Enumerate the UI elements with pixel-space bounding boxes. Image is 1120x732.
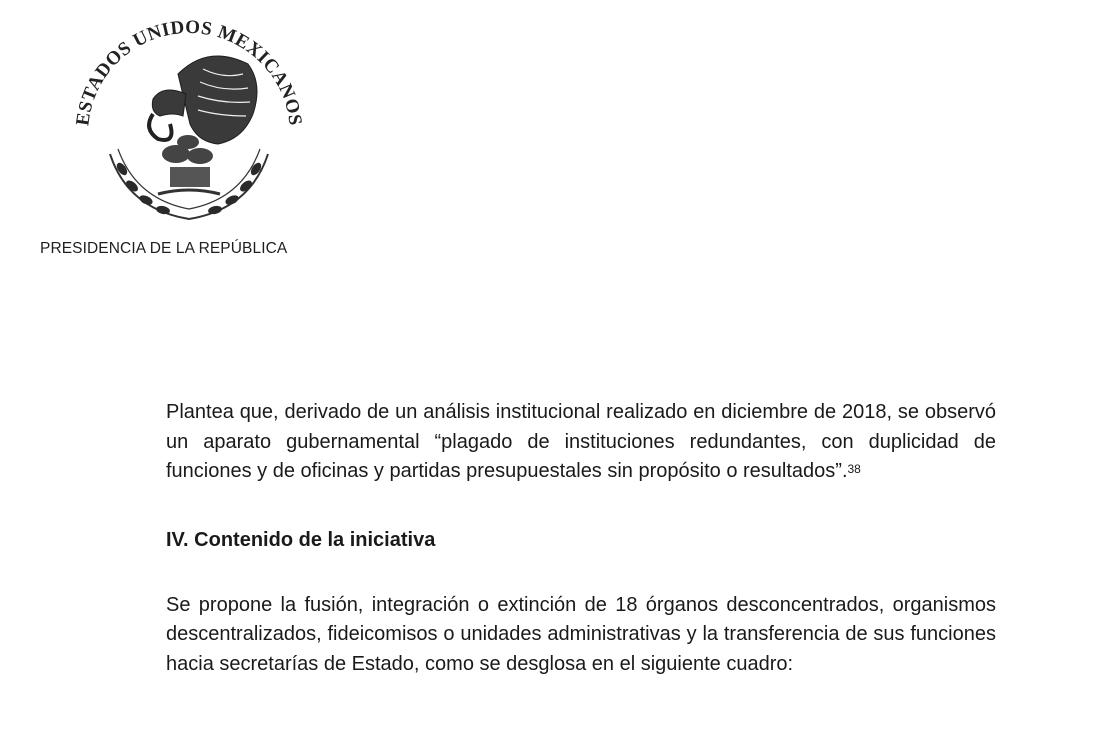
paragraph-analysis	[166, 398, 996, 487]
coat-of-arms-icon	[58, 4, 320, 229]
national-seal	[58, 4, 320, 229]
section-heading: IV. Contenido de la iniciativa	[166, 528, 436, 551]
paragraph-analysis-text: Plantea que, derivado de un análisis institucional realizado en diciembre de 2018, se observó un aparato gubernamental “plagado de instituciones redundantes, con duplicidad de funciones y de oficinas y partidas presupuestales sin propósito o resultados”.	[166, 401, 996, 482]
document-body	[166, 398, 996, 679]
footnote-reference: 38	[847, 462, 861, 476]
seal-legend: ESTADOS UNIDOS MEXICANOS	[72, 16, 306, 127]
paragraph-proposal: Se propone la fusión, integración o extinción de 18 órganos desconcentrados, organismos descentralizados, fideicomisos o unidades administrativas y la transferencia de sus funciones hacia secretarías de Estado, como se desglosa en el siguiente cuadro:	[166, 593, 996, 675]
office-caption: PRESIDENCIA DE LA REPÚBLICA	[40, 240, 288, 257]
